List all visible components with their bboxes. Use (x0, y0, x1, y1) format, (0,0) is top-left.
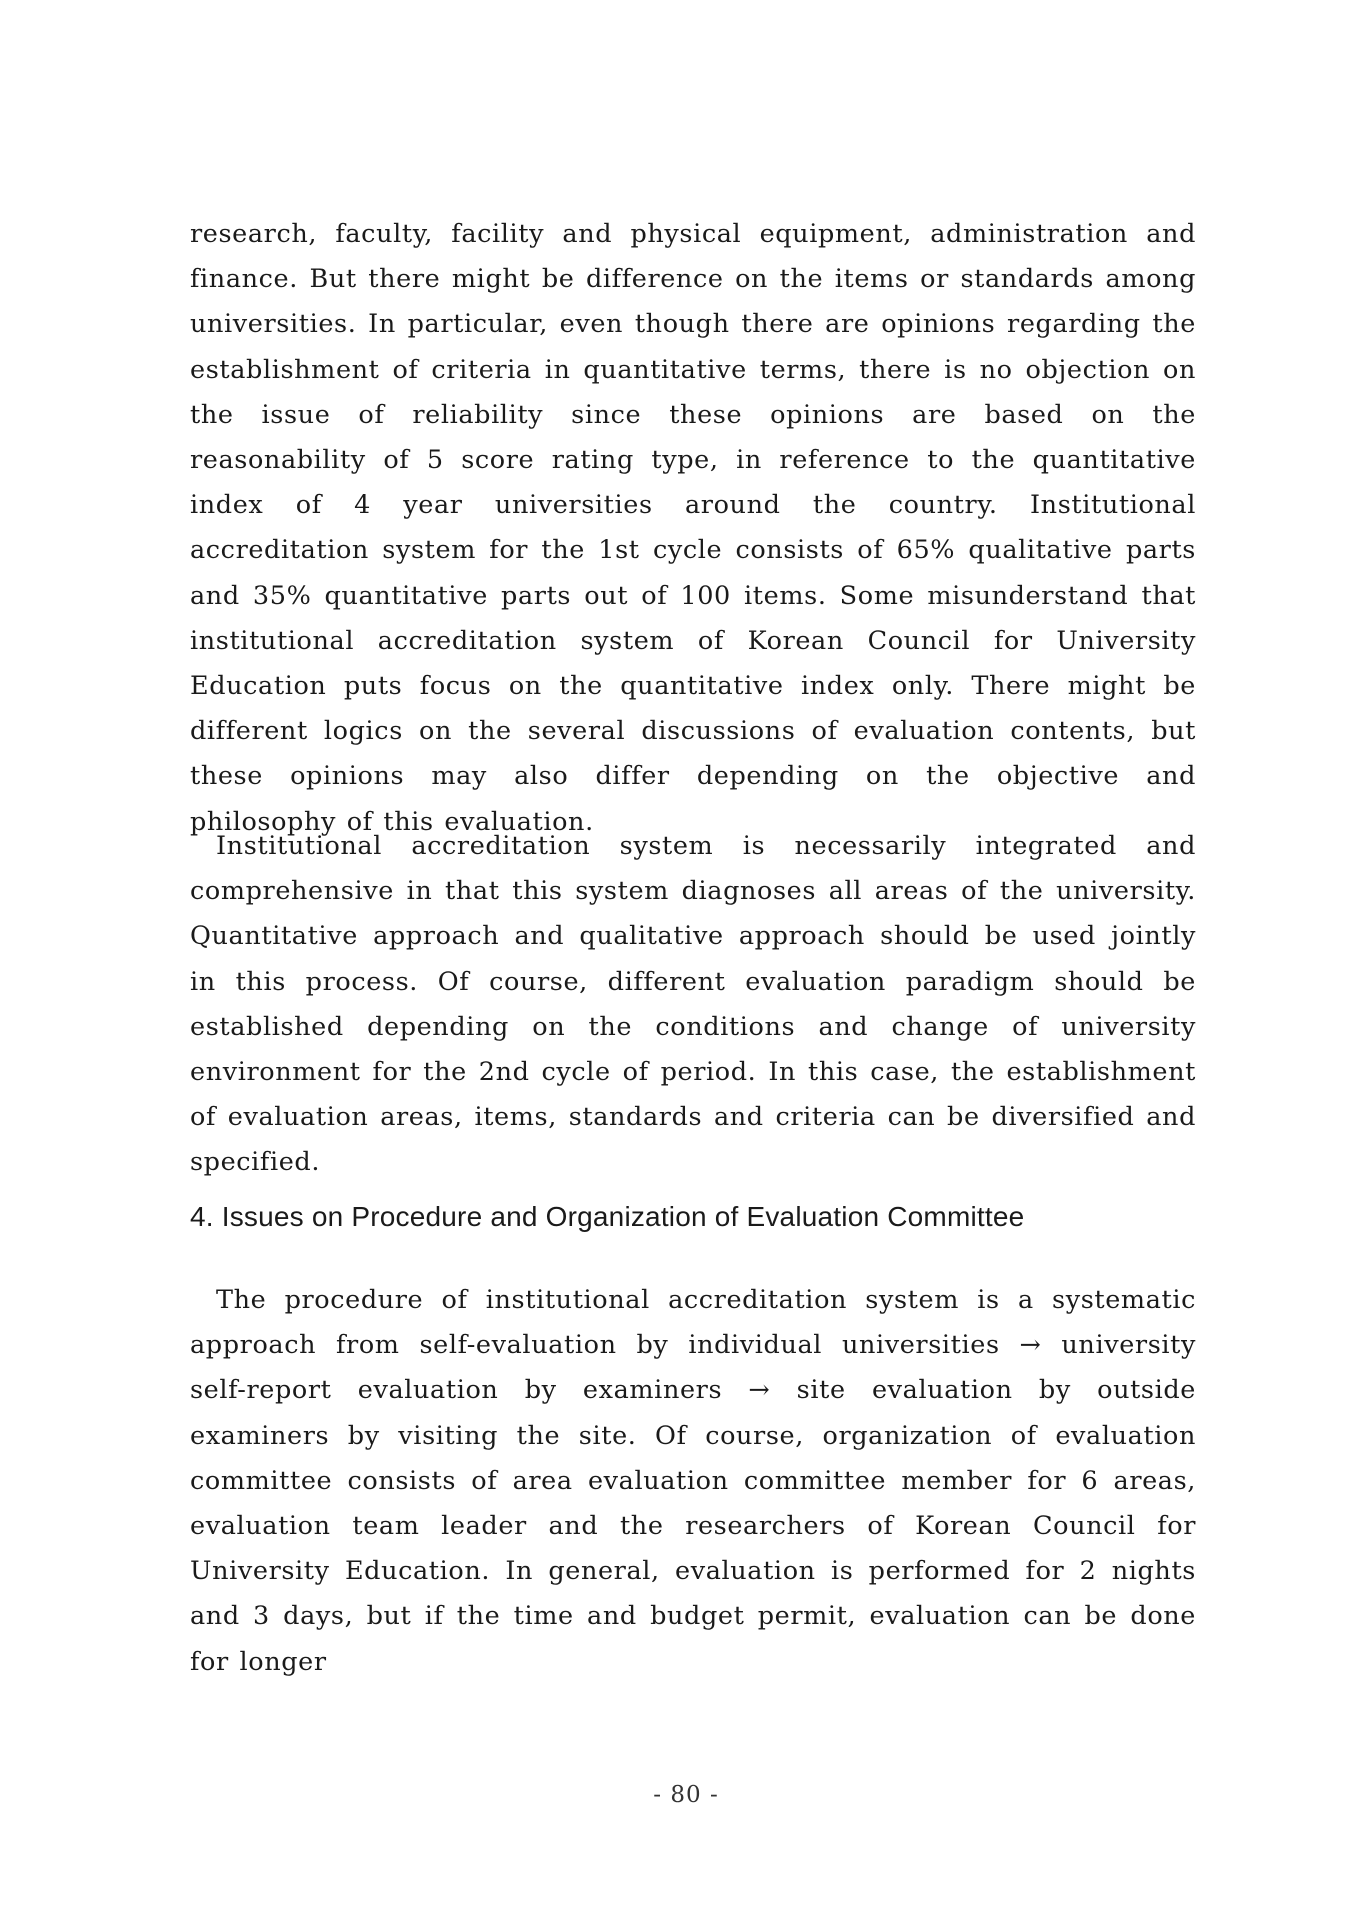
paragraph-continued: research, faculty, facility and physical equipment, administration and finance. But there might be difference on the items or standards among universities. In particular, even though there are opinions regarding the establishment of criteria in quantitative terms, there is no objection on the issue of reliability since these opinions are based on the reasonability of 5 score rating type, in reference to the quantitative index of 4 year universities around the country. Institutional accreditation system for the 1st cycle consists of 65% qualitative parts and 35% quantitative parts out of 100 items. Some misunderstand that institutional accreditation system of Korean Council for University Education puts focus on the quantitative index only. There might be different logics on the several discussions of evaluation contents, but these opinions may also differ depending on the objective and philosophy of this evaluation. (190, 219, 1196, 837)
page-body (190, 212, 1196, 1677)
page-number: - 80 - (653, 1782, 719, 1808)
paragraph-accreditation-integration: Institutional accreditation system is necessarily integrated and comprehensive in that this system diagnoses all areas of the university. Quantitative approach and qualitative approach should be used jointly in this process. Of course, different evaluation paradigm should be established depending on the conditions and change of university environment for the 2nd cycle of period. In this case, the establishment of evaluation areas, items, standards and criteria can be diversified and specified. (190, 831, 1196, 1178)
paragraph-procedure: The procedure of institutional accreditation system is a systematic approach from self-evaluation by individual universities → university self-report evaluation by examiners → site evaluation by outside examiners by visiting the site. Of course, organization of evaluation committee consists of area evaluation committee member for 6 areas, evaluation team leader and the researchers of Korean Council for University Education. In general, evaluation is performed for 2 nights and 3 days, but if the time and budget permit, evaluation can be done for longer (190, 1285, 1196, 1677)
section-heading: 4. Issues on Procedure and Organization of Evaluation Committee (190, 1201, 1025, 1232)
